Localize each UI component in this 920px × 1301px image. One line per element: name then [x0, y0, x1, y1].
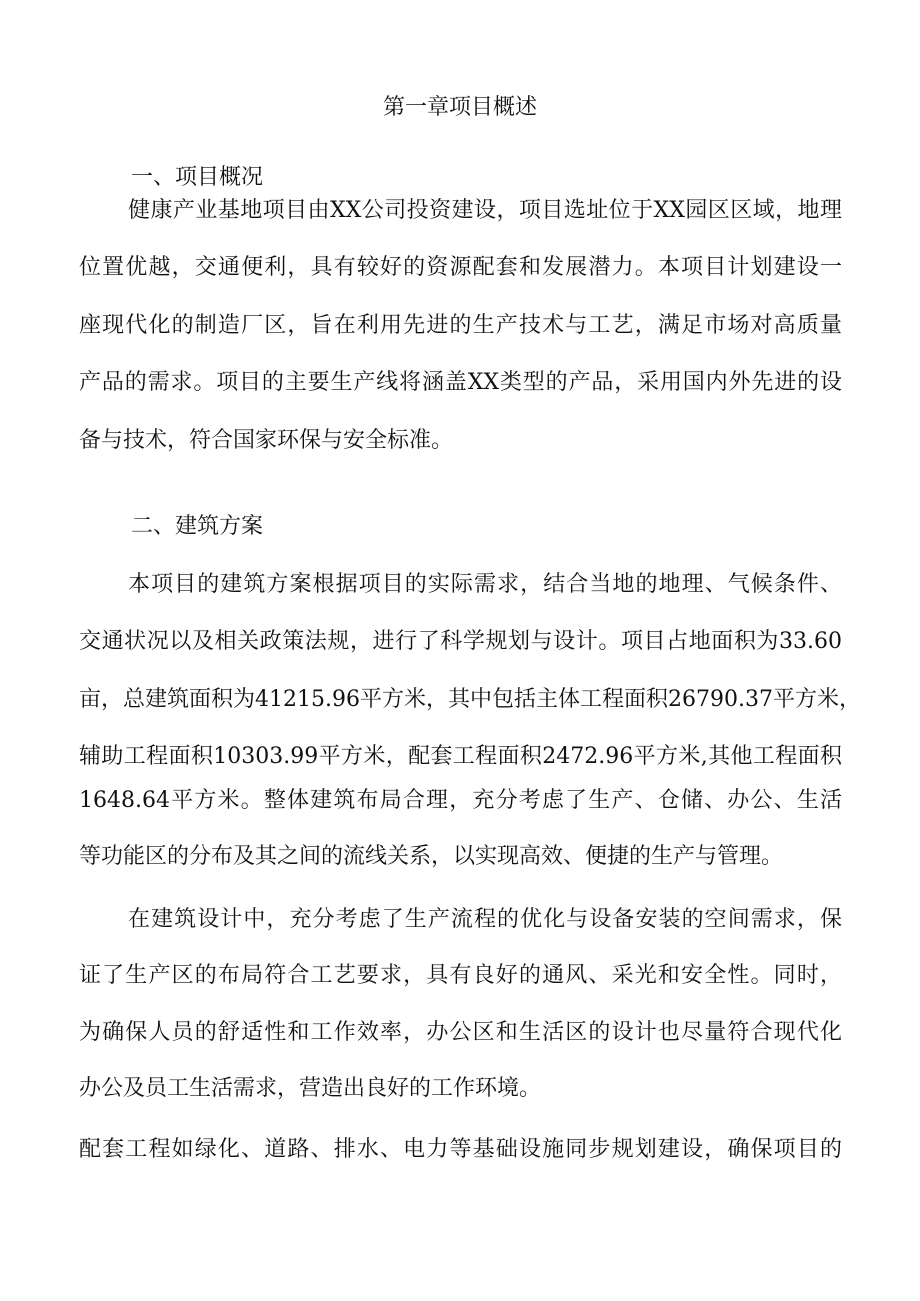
paragraph-line: 座现代化的制造厂区，旨在利用先进的生产技术与工艺，满足市场对高质量 — [79, 313, 842, 338]
paragraph-line: 备与技术，符合国家环保与安全标准。 — [79, 428, 454, 453]
section-heading-overview: 一、项目概况 — [131, 165, 264, 190]
chapter-title: 第一章项目概述 — [382, 95, 537, 120]
paragraph-line: 办公及员工生活需求，营造出良好的工作环境。 — [79, 1076, 542, 1101]
paragraph-line: 辅助工程面积10303.99平方米，配套工程面积2472.96平方米,其他工程面积 — [79, 744, 842, 769]
paragraph-line: 亩，总建筑面积为41215.96平方米，其中包括主体工程面积26790.37平方米， — [79, 687, 861, 712]
paragraph-line: 配套工程如绿化、道路、排水、电力等基础设施同步规划建设，确保项目的 — [79, 1137, 842, 1162]
paragraph-line: 等功能区的分布及其之间的流线关系，以实现高效、便捷的生产与管理。 — [79, 844, 784, 869]
paragraph-line: 交通状况以及相关政策法规，进行了科学规划与设计。项目占地面积为33.60 — [79, 629, 842, 654]
paragraph-line: 1648.64平方米。整体建筑布局合理，充分考虑了生产、仓储、办公、生活 — [79, 788, 842, 813]
paragraph-line: 在建筑设计中，充分考虑了生产流程的优化与设备安装的空间需求，保 — [128, 907, 842, 932]
paragraph-line: 证了生产区的布局符合工艺要求，具有良好的通风、采光和安全性。同时， — [79, 963, 842, 988]
section-heading-building-plan: 二、建筑方案 — [131, 514, 264, 539]
paragraph-line: 产品的需求。项目的主要生产线将涵盖XX类型的产品，采用国内外先进的设 — [79, 370, 842, 395]
paragraph-line: 为确保人员的舒适性和工作效率，办公区和生活区的设计也尽量符合现代化 — [79, 1020, 842, 1045]
paragraph-line: 本项目的建筑方案根据项目的实际需求，结合当地的地理、气候条件、 — [128, 572, 842, 597]
paragraph-line: 位置优越，交通便利，具有较好的资源配套和发展潜力。本项目计划建设一 — [79, 255, 842, 280]
paragraph-line: 健康产业基地项目由XX公司投资建设，项目选址位于XX园区区域，地理 — [128, 198, 842, 223]
